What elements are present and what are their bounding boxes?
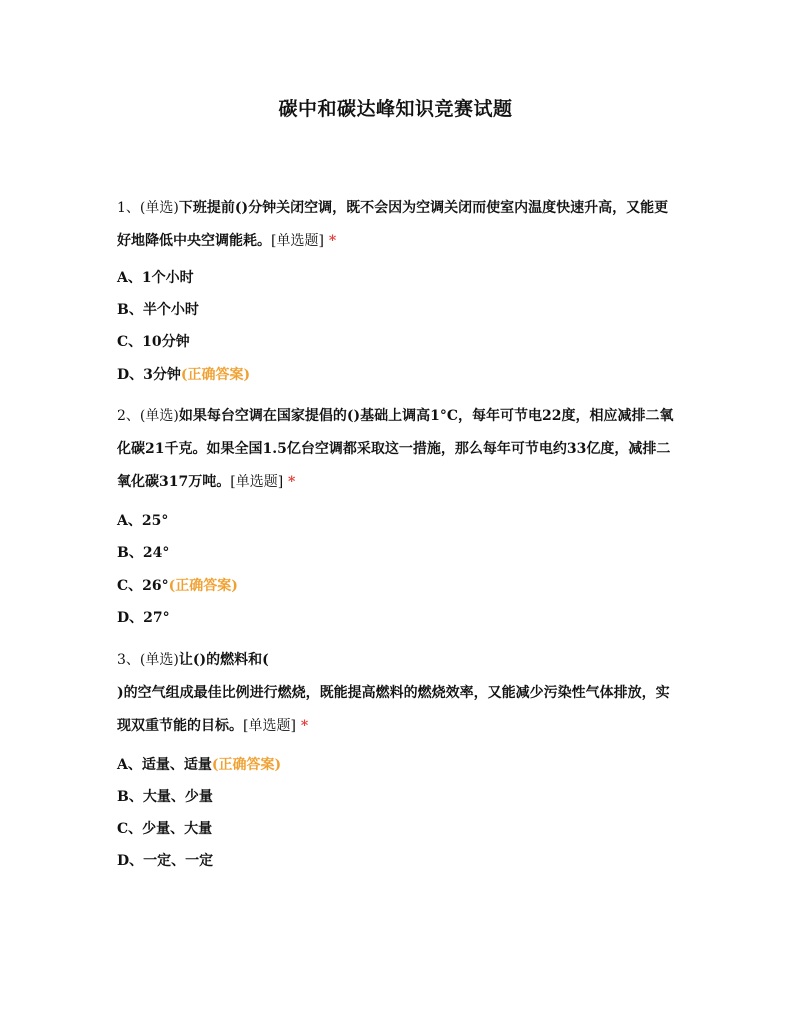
option-text: 适量、适量 — [141, 757, 212, 773]
option-3a[interactable] — [117, 755, 281, 775]
option-1c[interactable] — [117, 332, 190, 352]
option-text: 少量、大量 — [142, 821, 213, 837]
question-text: 如果每台空调在国家提倡的()基础上调高1°C，每年可节电22度，相应减排二氧化碳21千克。如果全国1.5亿台空调都采取这一措施，那么每年可节电约33亿度，减排二氧化碳317万吨。 — [117, 408, 674, 490]
option-letter: C、 — [117, 578, 143, 594]
option-3b[interactable] — [117, 787, 213, 807]
option-text: 半个小时 — [142, 302, 199, 318]
option-2d[interactable] — [117, 608, 170, 628]
question-type: (单选) — [139, 200, 179, 216]
question-number: 1、 — [117, 200, 140, 216]
option-text: 27° — [143, 610, 170, 626]
option-letter: D、 — [117, 610, 144, 626]
question-tag: [单选题] — [271, 233, 324, 249]
question-2 — [117, 400, 677, 499]
required-mark: * — [288, 474, 296, 490]
option-letter: C、 — [117, 334, 143, 350]
question-tag: [单选题] — [243, 718, 296, 734]
option-text: 10分钟 — [142, 334, 190, 350]
option-3d[interactable] — [117, 851, 213, 871]
option-text: 一定、一定 — [143, 853, 214, 869]
option-1d[interactable] — [117, 365, 250, 385]
option-letter: C、 — [117, 821, 143, 837]
question-text: 下班提前()分钟关闭空调，既不会因为空调关闭而使室内温度快速升高，又能更好地降低中央空调能耗。 — [117, 200, 669, 249]
required-mark: * — [328, 233, 337, 249]
required-mark: * — [300, 718, 309, 734]
option-letter: D、 — [117, 367, 144, 383]
option-letter: B、 — [117, 545, 143, 561]
question-text: )的空气组成最佳比例进行燃烧，既能提高燃料的燃烧效率，又能减少污染性气体排放，实现双重节能的目标。 — [117, 685, 670, 734]
question-3 — [117, 644, 677, 743]
option-letter: A、 — [117, 513, 142, 529]
option-letter: B、 — [117, 789, 143, 805]
question-1 — [117, 192, 677, 258]
option-2b[interactable] — [117, 543, 169, 563]
question-type: (单选) — [139, 408, 179, 424]
correct-answer-label: (正确答案) — [180, 367, 251, 383]
option-1b[interactable] — [117, 300, 199, 320]
option-text: 大量、少量 — [142, 789, 213, 805]
option-letter: A、 — [117, 757, 142, 773]
question-tag: [单选题] — [230, 474, 284, 490]
option-text: 26° — [142, 578, 169, 594]
option-text: 1个小时 — [141, 270, 194, 286]
option-letter: A、 — [117, 270, 142, 286]
question-body — [117, 677, 677, 743]
document-title: 碳中和碳达峰知识竞赛试题 — [278, 98, 513, 120]
option-1a[interactable] — [117, 268, 194, 288]
question-number: 3、 — [117, 652, 140, 668]
question-type: (单选) — [139, 652, 179, 668]
question-text-line-1: 让()的燃料和( — [178, 652, 269, 668]
question-line-1 — [117, 644, 677, 677]
option-3c[interactable] — [117, 819, 212, 839]
correct-answer-label: (正确答案) — [211, 757, 282, 773]
option-text: 24° — [142, 545, 170, 561]
correct-answer-label: (正确答案) — [168, 578, 238, 594]
option-2a[interactable] — [117, 511, 168, 531]
question-number: 2、 — [117, 408, 140, 424]
option-letter: B、 — [117, 302, 143, 318]
option-text: 3分钟 — [143, 367, 181, 383]
option-2c[interactable] — [117, 576, 238, 596]
option-letter: D、 — [117, 853, 144, 869]
option-text: 25° — [141, 513, 169, 529]
